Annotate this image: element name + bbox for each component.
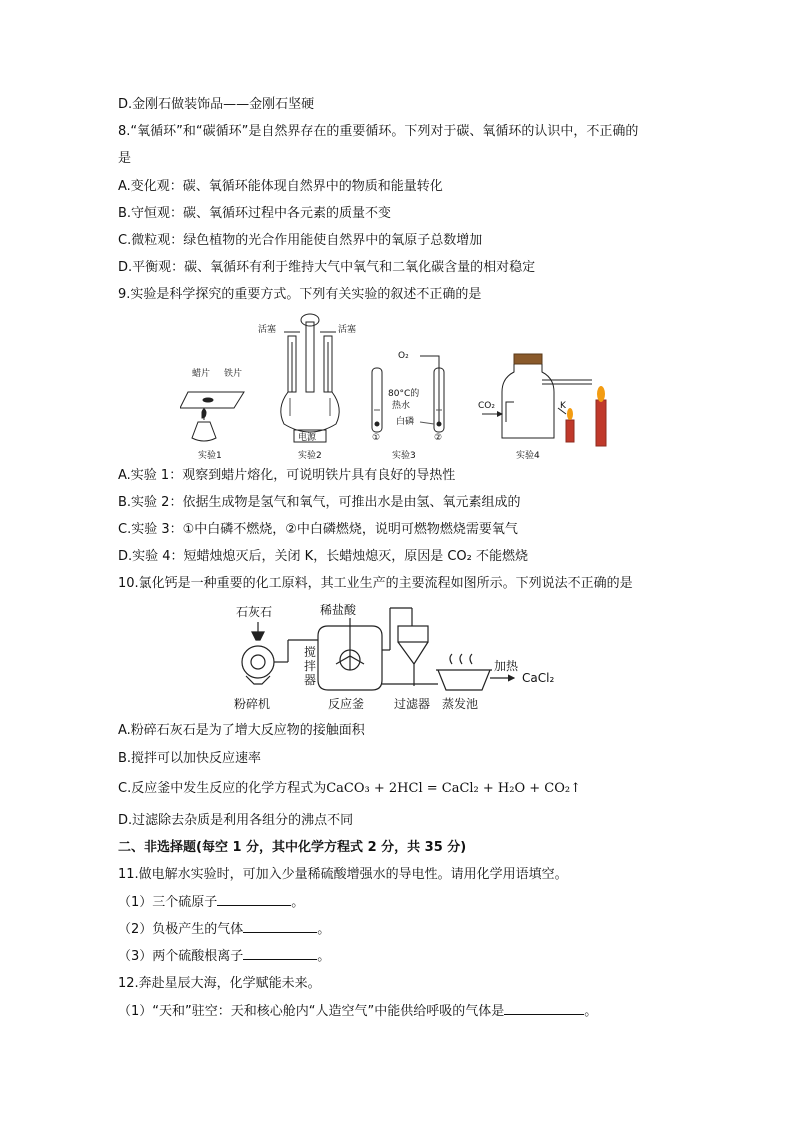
q10-stem: 10.氯化钙是一种重要的化工原料，其工业生产的主要流程如图所示。下列说法不正确的是 — [118, 576, 633, 591]
section-two-heading: 二、非选择题(每空 1 分，其中化学方程式 2 分，共 35 分) — [118, 840, 467, 855]
q12-stem: 12.奔赴星辰大海，化学赋能未来。 — [118, 976, 321, 991]
heat-label: 加热 — [494, 659, 519, 673]
q11-part-1-text: （1）三个硫原子 — [118, 895, 218, 910]
hot-water-label-1: 80°C的 — [388, 389, 420, 399]
co2-label: CO₂ — [478, 401, 495, 411]
evaporator-icon — [438, 670, 490, 690]
white-phosphorus-label: 白磷 — [396, 417, 415, 427]
exp3-label: 实验3 — [392, 451, 416, 461]
filter-icon — [398, 626, 428, 642]
q7-option-d: D.金刚石做装饰品——金刚石坚硬 — [118, 97, 315, 112]
power-label: 电源 — [298, 433, 317, 443]
filter-label: 过滤器 — [394, 697, 431, 711]
q10-option-c-prefix: C.反应釜中发生反应的化学方程式为 — [118, 781, 327, 796]
q12-part-1-text: （1）“天和”驻空：天和核心舱内“人造空气”中能供给呼吸的气体是 — [118, 1004, 505, 1019]
q11-part-3-text: （3）两个硫酸根离子 — [118, 949, 244, 964]
q8-option-b: B.守恒观：碳、氧循环过程中各元素的质量不变 — [118, 206, 392, 221]
answer-blank[interactable] — [243, 947, 317, 960]
wax-chip — [203, 398, 213, 402]
o2-label: O₂ — [398, 351, 409, 361]
period: 。 — [291, 895, 305, 910]
evaporator-label: 蒸发池 — [442, 697, 479, 711]
q9-stem: 9.实验是科学探究的重要方式。下列有关实验的叙述不正确的是 — [118, 287, 482, 302]
period: 。 — [317, 949, 331, 964]
q11-part-1 — [118, 893, 304, 912]
q11-part-2-text: （2）负极产生的气体 — [118, 922, 244, 937]
q8-option-c: C.微粒观：绿色植物的光合作用能使自然界中的氧原子总数增加 — [118, 233, 483, 248]
exp4-label: 实验4 — [516, 451, 540, 461]
stopper — [514, 354, 542, 364]
q9-option-a: A.实验 1：观察到蜡片熔化，可说明铁片具有良好的导热性 — [118, 468, 456, 483]
q11-stem: 11.做电解水实验时，可加入少量稀硫酸增强水的导电性。请用化学用语填空。 — [118, 867, 568, 882]
reactor-label: 反应釜 — [328, 697, 365, 711]
iron-label: 铁片 — [224, 369, 243, 379]
period: 。 — [584, 1004, 598, 1019]
crusher-label: 粉碎机 — [234, 697, 271, 711]
product-label: CaCl₂ — [522, 671, 555, 685]
q11-part-2 — [118, 920, 330, 939]
valve-k-label: K — [560, 401, 566, 411]
q10-option-b: B.搅拌可以加快反应速率 — [118, 751, 262, 766]
answer-blank[interactable] — [243, 920, 317, 933]
stirrer-label-3: 器 — [304, 673, 317, 687]
q8-option-a: A.变化观：碳、氧循环能体现自然界中的物质和能量转化 — [118, 179, 443, 194]
stopcock-left-label: 活塞 — [258, 325, 277, 335]
q9-option-d: D.实验 4：短蜡烛熄灭后，关闭 K，长蜡烛熄灭，原因是 CO₂ 不能燃烧 — [118, 549, 528, 564]
period: 。 — [317, 922, 331, 937]
alcohol-lamp — [192, 422, 216, 441]
q10-option-c — [118, 780, 581, 798]
q9-option-c: C.实验 3：①中白磷不燃烧，②中白磷燃烧，说明可燃物燃烧需要氧气 — [118, 522, 518, 537]
q10-option-c-equation: CaCO₃ + 2HCl = CaCl₂ + H₂O + CO₂↑ — [326, 781, 582, 796]
exp1-label: 实验1 — [198, 451, 222, 461]
q8-stem-line1: 8.“氧循环”和“碳循环”是自然界存在的重要循环。下列对于碳、氧循环的认识中，不正确的 — [118, 124, 639, 139]
hot-water-label-2: 热水 — [392, 401, 411, 411]
short-candle — [566, 420, 574, 442]
experiment-figure — [180, 312, 620, 462]
q11-part-3 — [118, 947, 330, 966]
wax-label: 蜡片 — [192, 369, 211, 379]
limestone-label: 石灰石 — [236, 605, 273, 619]
stirrer-label-1: 搅 — [304, 645, 317, 659]
q8-option-d: D.平衡观：碳、氧循环有利于维持大气中氧气和二氧化碳含量的相对稳定 — [118, 260, 536, 275]
q10-option-a: A.粉碎石灰石是为了增大反应物的接触面积 — [118, 723, 365, 738]
q12-part-1 — [118, 1002, 597, 1021]
exp2-label: 实验2 — [298, 451, 322, 461]
q9-option-b: B.实验 2：依据生成物是氢气和氧气，可推出水是由氢、氧元素组成的 — [118, 495, 521, 510]
stopcock-right-label: 活塞 — [338, 325, 357, 335]
answer-blank[interactable] — [217, 893, 291, 906]
q10-option-d: D.过滤除去杂质是利用各组分的沸点不同 — [118, 813, 354, 828]
tube-1-label: ① — [372, 433, 381, 443]
answer-blank[interactable] — [504, 1002, 584, 1015]
q8-stem-line2: 是 — [118, 151, 132, 166]
tube-2-label: ② — [434, 433, 443, 443]
hcl-label: 稀盐酸 — [320, 603, 357, 617]
process-flow-figure — [232, 600, 572, 716]
stirrer-label-2: 拌 — [304, 659, 317, 673]
crusher-icon — [242, 646, 274, 678]
long-candle — [596, 400, 606, 446]
